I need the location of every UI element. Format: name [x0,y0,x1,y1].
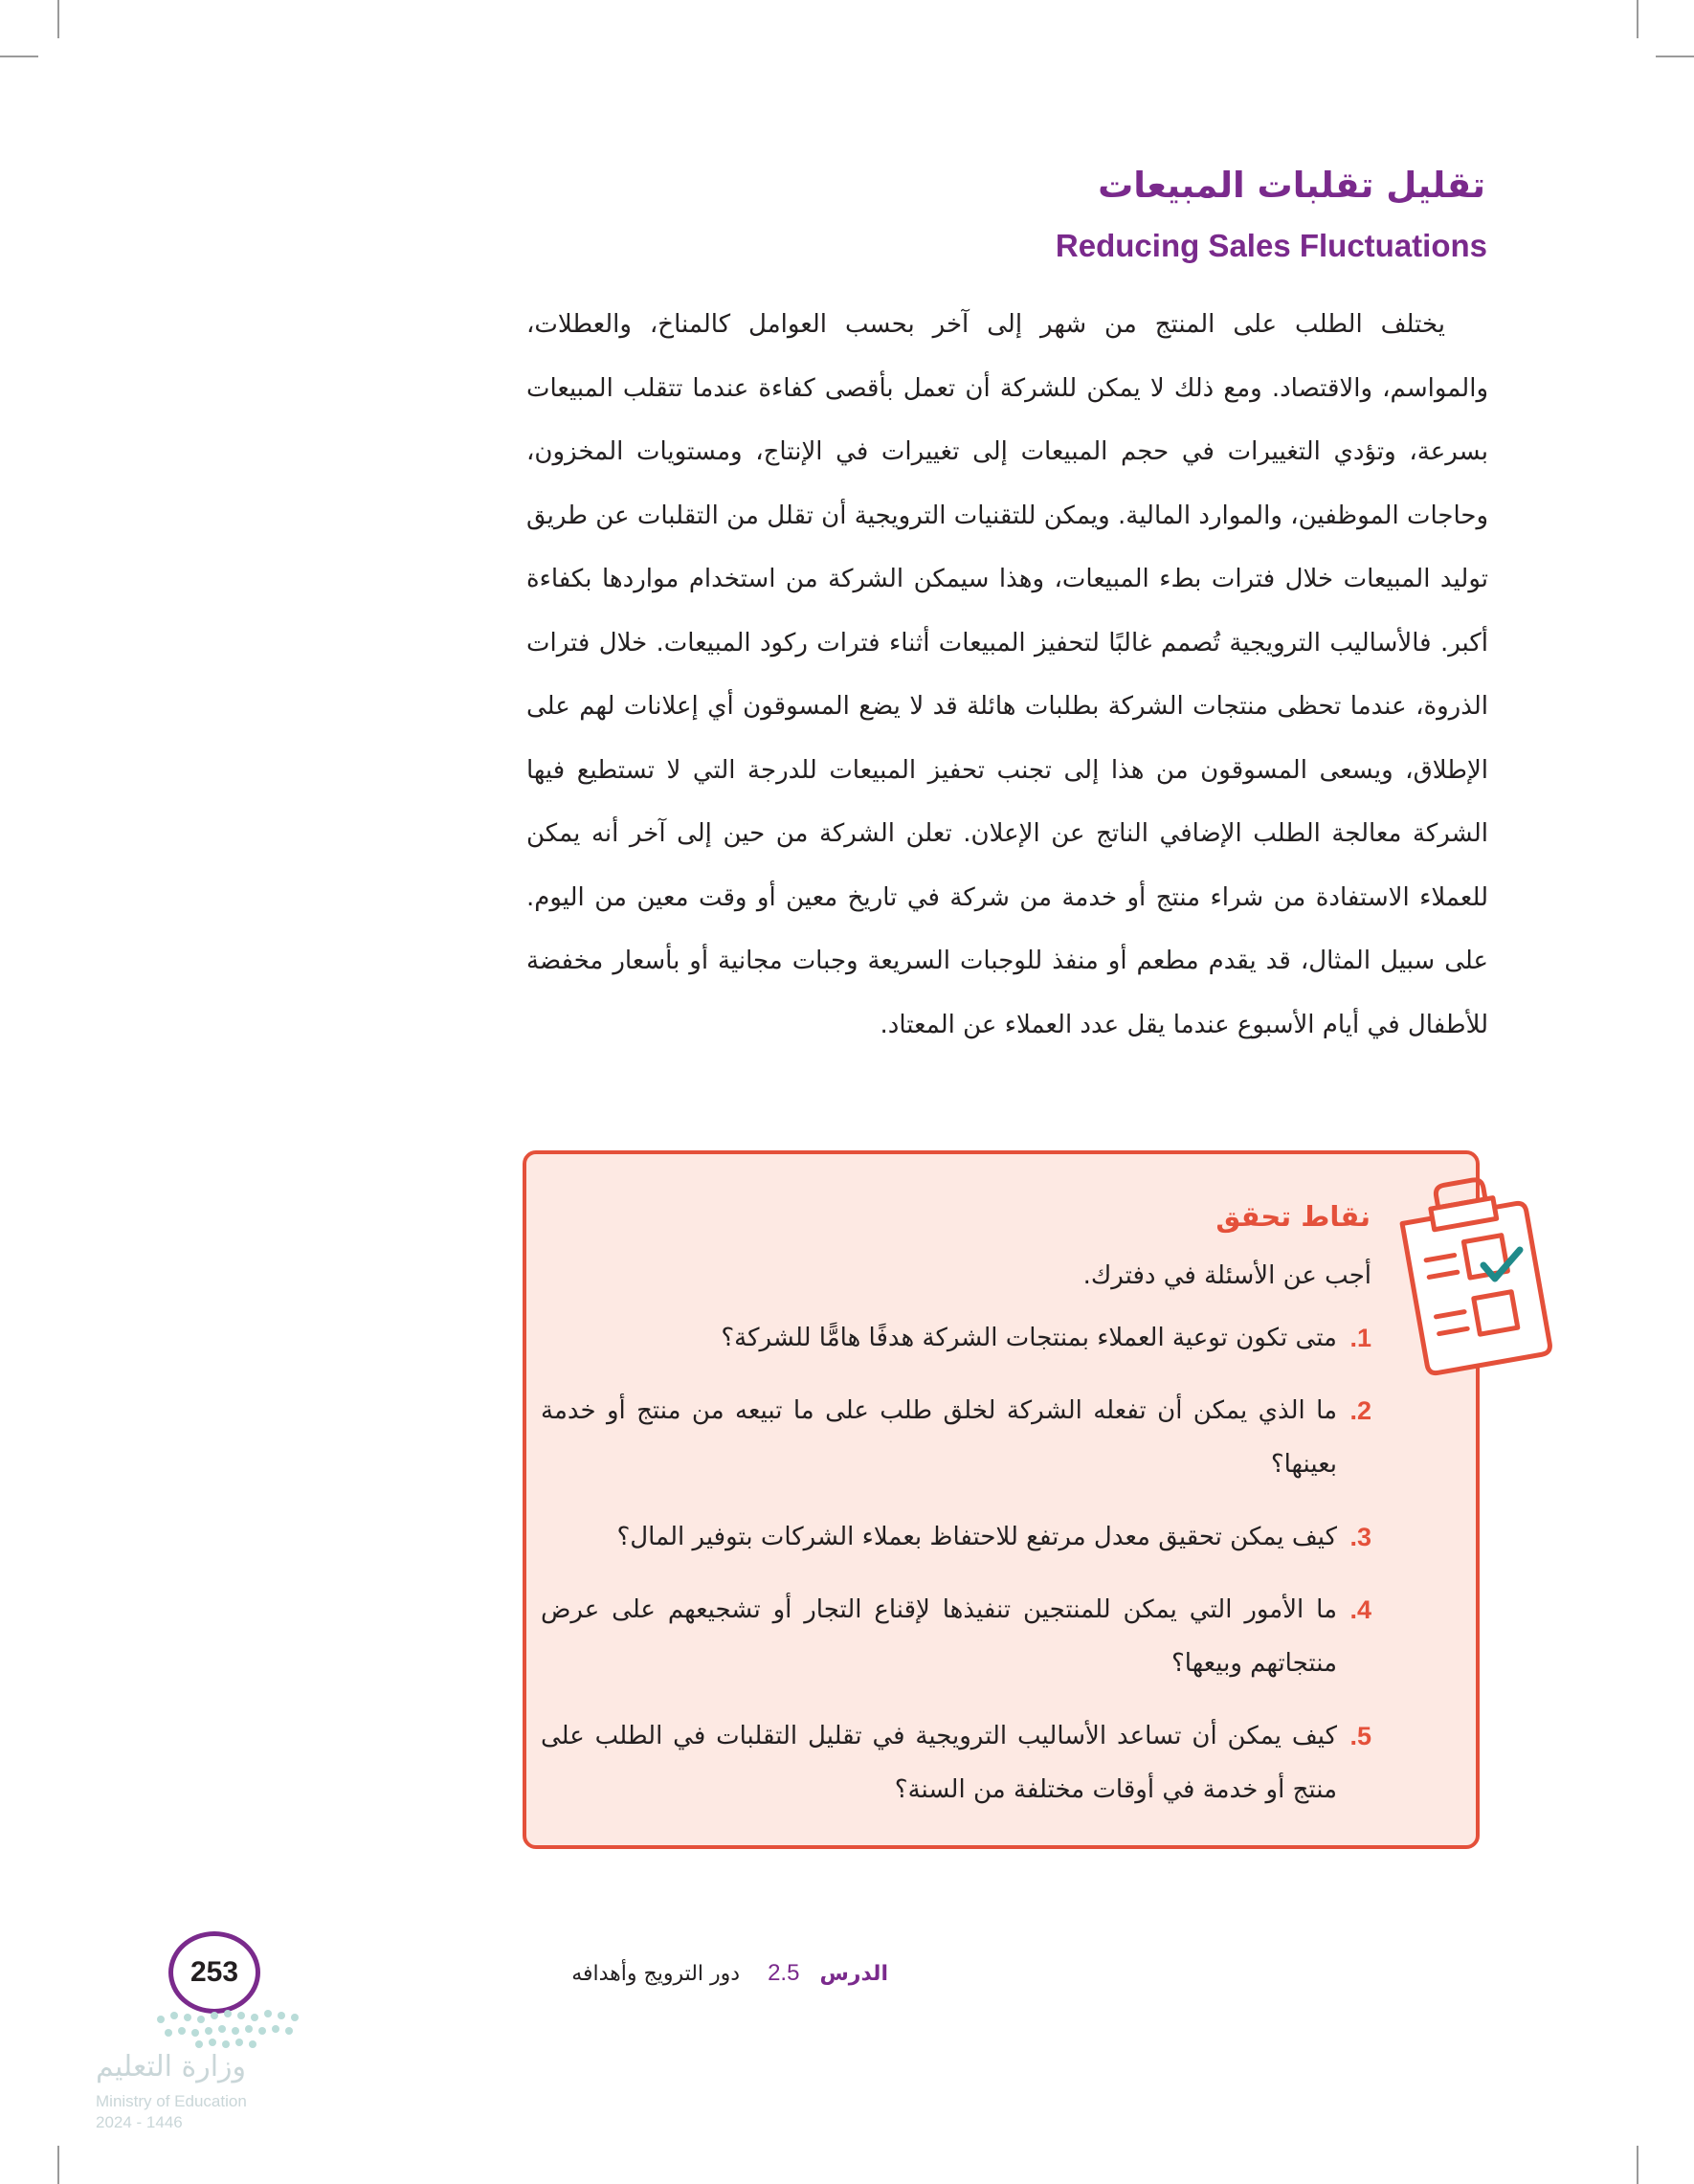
question-text: ما الأمور التي يمكن للمنتجين تنفيذها لإقناع التجار أو تشجيعهم على عرض منتجاتهم وبيعها؟ [541,1595,1337,1678]
question-item [541,1311,1371,1365]
ministry-name-ar: وزارة التعليم [96,2050,247,2084]
crop-mark [0,56,38,57]
question-item [541,1583,1371,1690]
question-list [541,1311,1371,1836]
clipboard-checklist-icon [1386,1173,1558,1384]
question-number: 4. [1349,1595,1371,1624]
lesson-footer [571,1960,888,1987]
lesson-title: دور الترويج وأهدافه [571,1962,741,1986]
question-number: 3. [1349,1523,1371,1551]
body-paragraph: يختلف الطلب على المنتج من شهر إلى آخر بحسب العوامل كالمناخ، والعطلات، والمواسم، والاقتصاد. ومع ذلك لا يمكن للشركة أن تعمل بأقصى كفاءة عندما تتقلب المبيعات بسرعة، وتؤدي التغييرات في حجم المبيعات إلى تغييرات في الإنتاج، ومستويات المخزون، وحاجات الموظفين، والموارد المالية. ويمكن للتقنيات الترويجية أن تقلل من التقلبات عن طريق توليد المبيعات خلال فترات بطء المبيعات، وهذا سيمكن الشركة من استخدام مواردها بكفاءة أكبر. فالأساليب الترويجية تُصمم غالبًا لتحفيز المبيعات أثناء فترات ركود المبيعات. خلال فترات الذروة، عندما تحظى منتجات الشركة بطلبات هائلة قد لا يضع المسوقون أي إعلانات لهم على الإطلاق، ويسعى المسوقون من هذا إلى تجنب تحفيز المبيعات للدرجة التي لا تستطيع فيها الشركة معالجة الطلب الإضافي الناتج عن الإعلان. تعلن الشركة من حين إلى آخر أنه يمكن للعملاء الاستفادة من شراء منتج أو خدمة من شركة في تاريخ معين أو وقت معين من اليوم. على سبيل المثال، قد يقدم مطعم أو منفذ للوجبات السريعة وجبات مجانية أو بأسعار مخفضة للأطفال في أيام الأسبوع عندما يقل عدد العملاء عن المعتاد. [526,310,1488,1039]
question-text: كيف يمكن تحقيق معدل مرتفع للاحتفاظ بعملاء الشركات بتوفير المال؟ [616,1523,1337,1551]
checkpoint-title: نقاط تحقق [1215,1200,1371,1233]
lesson-label: الدرس [819,1962,888,1986]
section-title-en: Reducing Sales Fluctuations [1055,228,1487,263]
question-number: 5. [1349,1722,1371,1750]
ministry-name-en: Ministry of Education [96,2092,247,2110]
question-item [541,1510,1371,1564]
ministry-year: 2024 - 1446 [96,2113,183,2131]
page-number-text: 253 [189,1956,239,1988]
question-item [541,1384,1371,1491]
crop-mark [1656,56,1694,57]
lesson-number: 2.5 [768,1960,800,1986]
question-item [541,1709,1371,1816]
question-number: 1. [1349,1324,1371,1352]
question-text: كيف يمكن أن تساعد الأساليب الترويجية في تقليل التقلبات في الطلب على منتج أو خدمة في أوقات مختلفة من السنة؟ [541,1722,1337,1804]
crop-mark [1637,0,1638,38]
crop-mark [57,2146,59,2184]
crop-mark [1637,2146,1638,2184]
question-text: متى تكون توعية العملاء بمنتجات الشركة هدفًا هامًّا للشركة؟ [721,1324,1337,1352]
checkpoint-intro: أجب عن الأسئلة في دفترك. [1082,1261,1371,1290]
question-number: 2. [1349,1396,1371,1425]
crop-mark [57,0,59,38]
question-text: ما الذي يمكن أن تفعله الشركة لخلق طلب على ما تبيعه من منتج أو خدمة بعينها؟ [541,1396,1337,1479]
section-title-ar: تقليل تقلبات المبيعات [1098,165,1485,206]
